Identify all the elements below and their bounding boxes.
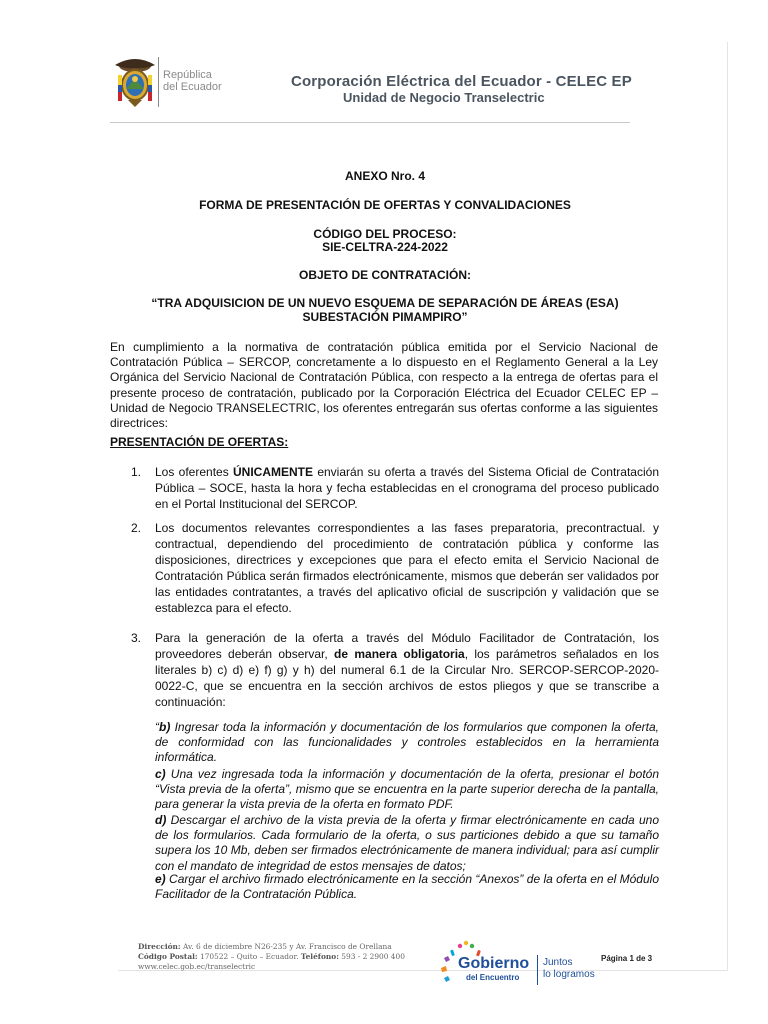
slogan-line2: lo logramos xyxy=(543,969,595,980)
object-line2: SUBESTACIÓN PIMAMPIRO” xyxy=(302,310,468,324)
literal-d-label: d) xyxy=(155,813,167,827)
seal-text-line1: República xyxy=(163,69,212,81)
literal-e-label: e) xyxy=(155,872,166,886)
address-value: Av. 6 de diciembre N26-235 y Av. Francisco de Orellana xyxy=(180,942,392,951)
gobierno-word: Gobierno xyxy=(458,955,530,972)
seal-text-line2: del Ecuador xyxy=(163,81,222,93)
process-code-value: SIE-CELTRA-224-2022 xyxy=(322,240,448,254)
item1-post: enviarán su oferta a través del Sistema Oficial de Contratación Pública – SOCE, hasta la hora y fecha establecidas en el cronograma del proceso publicado en el Portal Institucional del SERCOP. xyxy=(155,465,659,511)
item-text: Los documentos relevantes correspondientes a las fases preparatoria, precontractual. y contractual, dependiendo del procedimiento de contratación pública y conforme las disposiciones, directrices y excepciones que para el efecto emita el Servicio Nacional de Contratación Pública serán firmados electrónicamente, mismos que deberán ser validados por las entidades contratantes, a través del aplicativo oficial de suscripción y validación que se establezca para el efecto. xyxy=(155,521,659,615)
item1-bold: ÚNICAMENTE xyxy=(233,465,314,479)
phone-value: 593 - 2 2900 400 xyxy=(338,952,405,961)
header-divider xyxy=(110,122,630,123)
item3-bold: de manera obligatoria xyxy=(334,647,465,661)
quote-literal-e xyxy=(155,872,659,902)
footer-website: www.celec.gob.ec/transelectric xyxy=(138,962,256,971)
item-number: 1. xyxy=(131,465,142,479)
literal-b-label: b) xyxy=(159,720,171,734)
gobierno-sub: del Encuentro xyxy=(466,973,520,982)
quote-literal-b xyxy=(155,720,659,766)
slogan xyxy=(543,957,595,981)
footer-address xyxy=(138,942,405,972)
form-title: FORMA DE PRESENTACIÓN DE OFERTAS Y CONVALIDACIONES xyxy=(199,198,571,212)
postal-label: Código Postal: xyxy=(138,952,198,961)
item-text xyxy=(155,464,659,512)
intro-paragraph: En cumplimiento a la normativa de contratación pública emitida por el Servicio Nacional de Contratación Pública – SERCOP, concretamente a lo dispuesto en el Reglamento General a la Ley Orgánica del Servicio Nacional de Contratación Pública, con respecto a la entrega de ofertas para el presente proceso de contratación, publicado por la Corporación Eléctrica del Ecuador CELEC EP – Unidad de Negocio TRANSELECTRIC, los oferentes entregarán sus ofertas conforme a las siguientes directrices: xyxy=(110,340,658,431)
literal-d-text: Descargar el archivo de la vista previa de la oferta y firmar electrónicamente en cada uno de los formularios. Cada formulario de la oferta, o sus particiones debido a que su tamaño supera los 10 Mb, deben ser firmados electrónicamente de manera individual; para así cumplir con el mandato de integridad de estos mensajes de datos; xyxy=(155,813,659,873)
slogan-line1: Juntos xyxy=(543,957,573,968)
quote-literal-d xyxy=(155,813,659,874)
section-title: PRESENTACIÓN DE OFERTAS: xyxy=(110,435,289,449)
object-line1: “TRA ADQUISICION DE UN NUEVO ESQUEMA DE SEPARACIÓN DE ÁREAS (ESA) xyxy=(151,296,619,310)
literal-c-label: c) xyxy=(155,767,166,781)
quote-literal-c xyxy=(155,767,659,813)
footer-postal-line xyxy=(138,952,405,962)
unit-name: Unidad de Negocio Transelectric xyxy=(343,90,545,105)
item3-pre: Para la generación de la oferta a través del Módulo Facilitador de Contratación, los proveedores deberán observar, xyxy=(155,631,659,661)
address-label: Dirección: xyxy=(138,942,181,951)
republica-text xyxy=(163,69,222,93)
quote-open: “ xyxy=(155,720,159,734)
page-edge-right xyxy=(727,42,728,970)
annex-title: ANEXO Nro. 4 xyxy=(344,169,425,183)
literal-e-text: Cargar el archivo firmado electrónicamente en la sección “Anexos” de la oferta en el Módulo Facilitador de la Contratación Pública. xyxy=(155,872,659,902)
item1-pre: Los oferentes xyxy=(155,465,234,479)
page-number: Página 1 de 3 xyxy=(601,954,653,963)
item-number: 2. xyxy=(131,521,142,535)
letterhead xyxy=(110,55,630,125)
ecuador-seal-icon xyxy=(110,55,160,111)
corporation-name: Corporación Eléctrica del Ecuador - CELEC EP xyxy=(291,73,632,90)
postal-value: 170522 – Quito – Ecuador. xyxy=(197,952,301,961)
phone-label: Teléfono: xyxy=(300,952,339,961)
footer-address-line xyxy=(138,942,405,952)
literal-c-text: Una vez ingresada toda la información y documentación de la oferta, presionar el botón “Vista previa de la oferta”, mismo que se encuentra en la parte superior derecha de la pantalla, para generar la vista previa de la oferta en formato PDF. xyxy=(155,767,659,812)
object-label: OBJETO DE CONTRATACIÓN: xyxy=(298,268,471,282)
process-code-label: CÓDIGO DEL PROCESO: xyxy=(313,227,457,241)
logo-separator xyxy=(537,955,538,985)
item3-post: , los parámetros señalados en los literales b) c) d) e) f) g) y h) del numeral 6.1 de la Circular Nro. SERCOP-SERCOP-2020-0022-C, que se encuentra en la sección archivos de estos pliegos y que se transcribe a continuación: xyxy=(155,647,660,709)
item-number: 3. xyxy=(131,631,142,645)
item-text xyxy=(155,630,659,710)
literal-b-text: Ingresar toda la información y documentación de los formularios que componen la oferta, de conformidad con las funcionalidades y controles establecidos en la herramienta informática. xyxy=(155,720,659,765)
